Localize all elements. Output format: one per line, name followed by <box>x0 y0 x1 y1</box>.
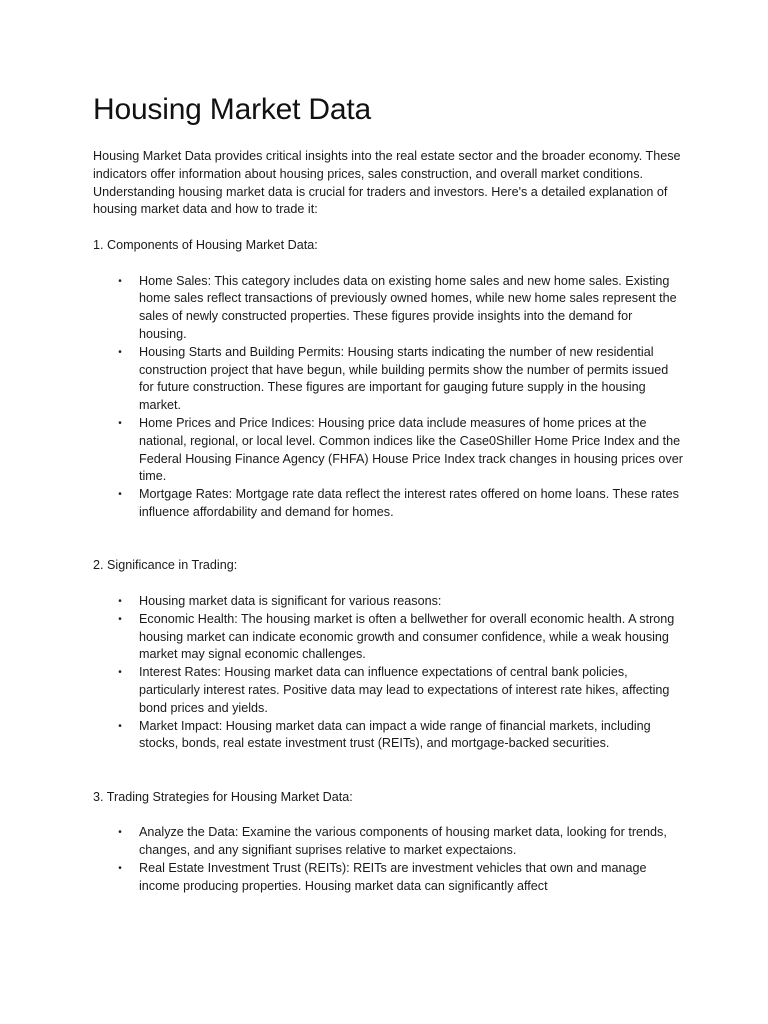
section-list-significance <box>93 593 683 753</box>
bullet-icon: • <box>118 346 122 358</box>
spacer <box>93 255 683 273</box>
list-item-text: Mortgage Rates: Mortgage rate data reflect the interest rates offered on home loans. These rates influence affordability and demand for homes. <box>139 487 679 519</box>
bullet-icon: • <box>118 417 122 429</box>
bullet-icon: • <box>118 275 122 287</box>
section-heading-significance: 2. Significance in Trading: <box>93 558 238 573</box>
list-item <box>93 664 683 717</box>
list-item <box>93 860 683 896</box>
bullet-icon: • <box>118 613 122 625</box>
bullet-icon: • <box>118 720 122 732</box>
list-item <box>93 344 683 415</box>
spacer <box>93 575 683 593</box>
section-heading-strategies: 3. Trading Strategies for Housing Market Data: <box>93 789 353 804</box>
bullet-icon: • <box>118 827 122 839</box>
bullet-icon: • <box>118 667 122 679</box>
bullet-icon: • <box>118 595 122 607</box>
spacer <box>93 753 683 789</box>
spacer <box>93 806 683 824</box>
list-item-text: Home Sales: This category includes data on existing home sales and new home sales. Existing home sales reflect transactions of previously owned homes, while new home sales represent the sales of newly constructed properties. These figures provide insights into the demand for housing. <box>139 273 677 341</box>
list-item <box>93 593 683 611</box>
list-item-text: Housing market data is significant for various reasons: <box>139 593 442 608</box>
spacer <box>93 522 683 558</box>
list-item-text: Home Prices and Price Indices: Housing price data include measures of home prices at the national, regional, or local level. Common indices like the Case0Shiller Home Price Index and the Federal Housing Finance Agency (FHFA) House Price Index track changes in housing prices over time. <box>139 415 683 484</box>
section-heading-components: 1. Components of Housing Market Data: <box>93 237 318 252</box>
bullet-icon: • <box>118 862 122 874</box>
section-list-strategies <box>93 824 683 895</box>
list-item-text: Housing Starts and Building Permits: Housing starts indicating the number of new residential construction project that have begun, while building permits show the number of permits issued for future construction. These figures are important for gauging future supply in the housing market. <box>139 344 669 413</box>
list-item-text: Economic Health: The housing market is often a bellwether for overall economic health. A strong housing market can indicate economic growth and consumer confidence, while a weak housing market may signal economic challenges. <box>139 611 675 662</box>
list-item <box>93 718 683 754</box>
list-item <box>93 415 683 486</box>
bullet-icon: • <box>118 489 122 501</box>
list-item-text: Analyze the Data: Examine the various components of housing market data, looking for trends, changes, and any signifiant suprises relative to market expectaions. <box>139 825 667 858</box>
list-item-text: Market Impact: Housing market data can impact a wide range of financial markets, including stocks, bonds, real estate investment trust (REITs), and mortgage-backed securities. <box>139 718 651 751</box>
list-item <box>93 273 683 344</box>
list-item-text: Real Estate Investment Trust (REITs): REITs are investment vehicles that own and manage income producing properties. Housing market data can significantly affect <box>139 860 647 893</box>
list-item <box>93 824 683 860</box>
list-item-text: Interest Rates: Housing market data can influence expectations of central bank policies, particularly interest rates. Positive data may lead to expectations of interest rate hikes, affecting bond prices and yields. <box>139 665 670 715</box>
list-item <box>93 486 683 522</box>
list-item <box>93 611 683 664</box>
document-title: Housing Market Data <box>93 93 371 126</box>
spacer <box>93 219 683 237</box>
intro-paragraph: Housing Market Data provides critical insights into the real estate sector and the broader economy. These indicators offer information about housing prices, sales construction, and overall market conditions. Understanding housing market data is crucial for traders and investors. Here's a detailed explanation of housing market data and how to trade it: <box>93 149 681 217</box>
document-body <box>93 90 683 895</box>
section-list-components <box>93 273 683 522</box>
